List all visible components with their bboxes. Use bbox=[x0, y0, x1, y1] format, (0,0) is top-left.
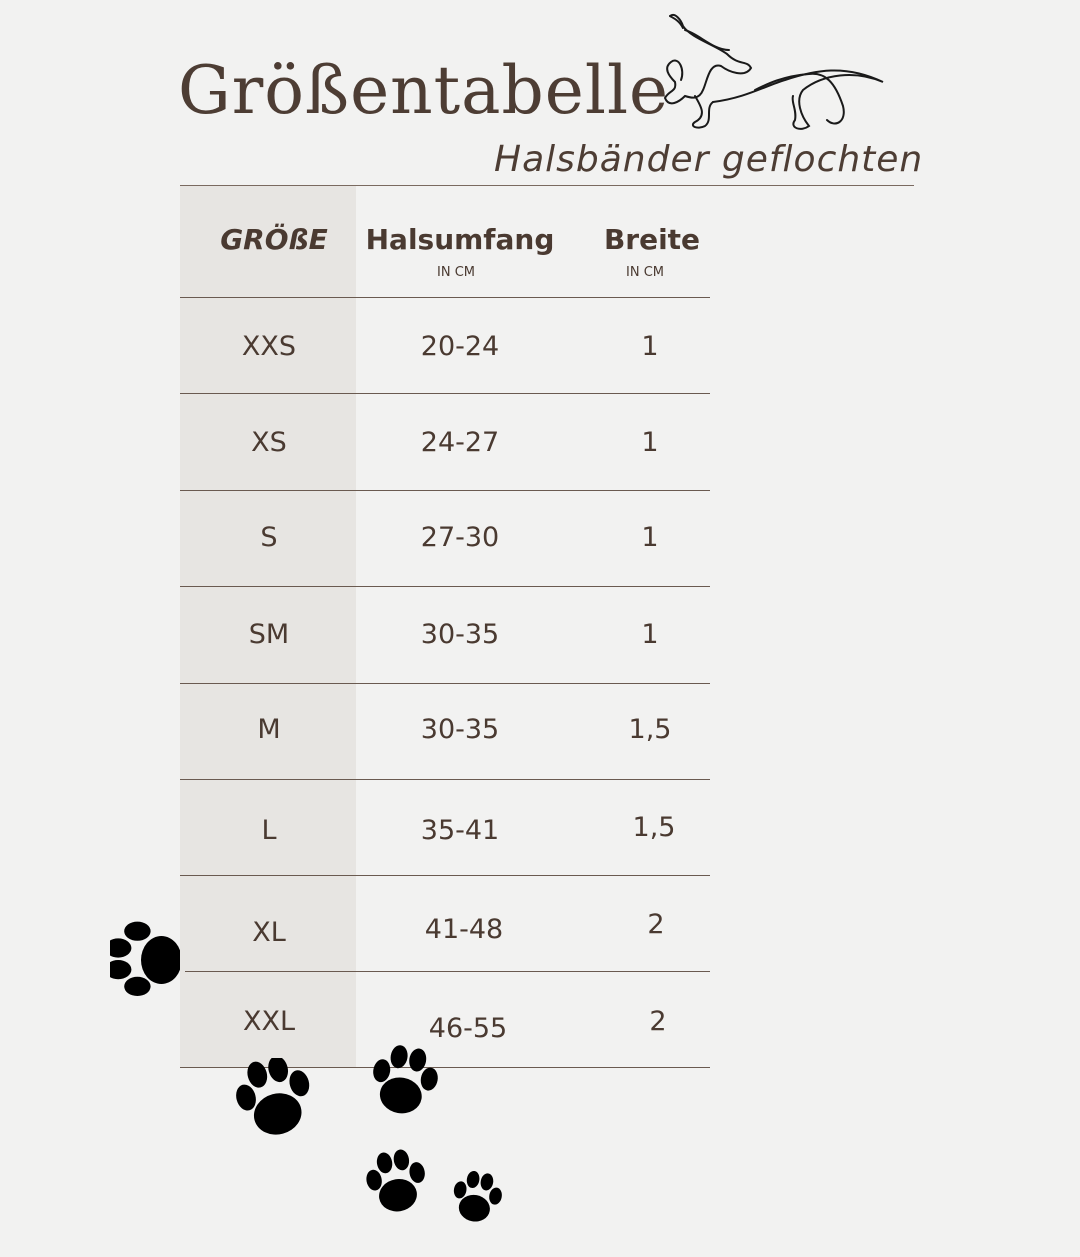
size-cell: L bbox=[261, 815, 277, 846]
header-neck: Halsumfang bbox=[365, 223, 555, 256]
size-cell: XL bbox=[252, 917, 286, 948]
header-size: GRÖßE bbox=[220, 223, 328, 256]
width-cell: 1 bbox=[641, 522, 659, 553]
table-divider bbox=[180, 586, 710, 587]
paw-print-icon bbox=[445, 1168, 507, 1230]
table-divider bbox=[180, 875, 710, 876]
paw-print-icon bbox=[360, 1148, 432, 1220]
table-divider bbox=[180, 971, 710, 972]
neck-cell: 46-55 bbox=[428, 1013, 508, 1044]
width-cell: 2 bbox=[647, 909, 665, 940]
size-cell: XXS bbox=[241, 331, 297, 362]
header-width-unit: IN CM bbox=[626, 265, 664, 280]
width-cell: 1 bbox=[641, 427, 659, 458]
size-cell: M bbox=[257, 714, 281, 745]
neck-cell: 20-24 bbox=[420, 331, 500, 362]
width-cell: 1 bbox=[641, 619, 659, 650]
dachshund-line-art-icon bbox=[655, 10, 890, 140]
size-cell: SM bbox=[248, 619, 290, 650]
neck-cell: 35-41 bbox=[420, 815, 500, 846]
paw-print-icon bbox=[228, 1058, 320, 1142]
neck-cell: 27-30 bbox=[420, 522, 500, 553]
neck-cell: 30-35 bbox=[420, 714, 500, 745]
header-width: Breite bbox=[603, 223, 701, 256]
table-divider bbox=[180, 779, 710, 780]
page-subtitle: Halsbänder geflochten bbox=[494, 139, 924, 180]
table-divider bbox=[180, 393, 710, 394]
table-divider bbox=[180, 490, 710, 491]
size-cell: S bbox=[260, 522, 278, 553]
neck-cell: 24-27 bbox=[420, 427, 500, 458]
width-cell: 2 bbox=[649, 1006, 667, 1037]
paw-print-icon bbox=[362, 1042, 444, 1124]
size-cell: XS bbox=[251, 427, 287, 458]
width-cell: 1,5 bbox=[628, 714, 672, 745]
page-title: Größentabelle bbox=[178, 52, 670, 129]
width-cell: 1,5 bbox=[632, 812, 676, 843]
width-cell: 1 bbox=[641, 331, 659, 362]
neck-cell: 30-35 bbox=[420, 619, 500, 650]
table-divider bbox=[180, 297, 710, 298]
header-neck-unit: IN CM bbox=[437, 265, 475, 280]
paw-print-icon bbox=[110, 905, 185, 1015]
table-divider bbox=[180, 683, 710, 684]
neck-cell: 41-48 bbox=[424, 914, 504, 945]
size-cell: XXL bbox=[242, 1006, 296, 1037]
